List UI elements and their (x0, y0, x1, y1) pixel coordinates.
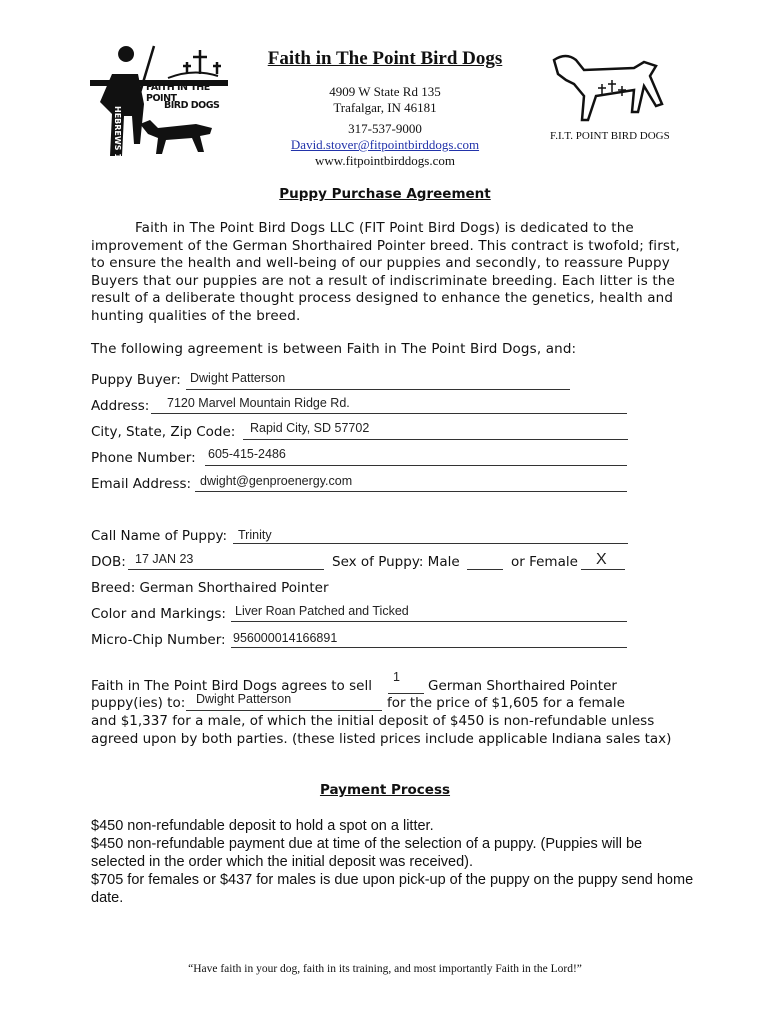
email-value[interactable]: dwight@genproenergy.com (200, 474, 353, 488)
to-value[interactable]: Dwight Patterson (196, 692, 292, 706)
chip-line (231, 647, 627, 648)
chip-value[interactable]: 956000014166891 (233, 631, 338, 645)
address-line (151, 413, 627, 414)
dob-line (128, 569, 324, 570)
buyer-value[interactable]: Dwight Patterson (190, 371, 286, 385)
puppy-count[interactable]: 1 (393, 670, 400, 684)
company-website: www.fitpointbirddogs.com (315, 153, 455, 168)
chip-label: Micro-Chip Number: (91, 632, 226, 648)
female-line (581, 569, 625, 570)
sale-line3: and $1,337 for a male, of which the initial deposit of $450 is non-refundable unless (91, 713, 655, 729)
company-email-row (0, 137, 770, 153)
dob-value[interactable]: 17 JAN 23 (135, 552, 194, 566)
footer-quote: “Have faith in your dog, faith in its training, and most importantly Faith in the Lord!” (188, 963, 582, 975)
sell-prefix: Faith in The Point Bird Dogs agrees to sell (91, 678, 372, 694)
email-line (195, 491, 627, 492)
phone-line (205, 465, 627, 466)
count-line (388, 693, 424, 694)
payment-title: Payment Process (319, 782, 451, 798)
buyer-line (186, 389, 570, 390)
city-line (243, 439, 628, 440)
address-label: Address: (91, 398, 150, 414)
left-logo-line1: FAITH IN THE POINT (146, 82, 210, 104)
puppy-name-value[interactable]: Trinity (238, 528, 272, 542)
puppy-name-label: Call Name of Puppy: (91, 528, 228, 544)
color-line (231, 621, 627, 622)
buyer-label: Puppy Buyer: (91, 372, 181, 388)
email-label: Email Address: (91, 476, 192, 492)
color-label: Color and Markings: (91, 606, 226, 622)
street-address: 4909 W State Rd 135 (329, 84, 441, 99)
payment-line1: $450 non-refundable deposit to hold a spot on a litter. (91, 818, 434, 834)
between-text: The following agreement is between Faith in The Point Bird Dogs, and: (91, 341, 577, 357)
payment-line2: $450 non-refundable payment due at time of the selection of a puppy. (Puppies will be selected in the order which the initial deposit was received). (91, 836, 643, 870)
right-logo-text: F.I.T. POINT BIRD DOGS (550, 130, 670, 142)
address-value[interactable]: 7120 Marvel Mountain Ridge Rd. (167, 396, 350, 410)
payment-line3: $705 for females or $437 for males is due upon pick-up of the puppy on the puppy send home date. (91, 872, 694, 906)
sell-suffix: German Shorthaired Pointer (428, 678, 617, 694)
city-address: Trafalgar, IN 46181 (333, 100, 437, 115)
company-title: Faith in The Point Bird Dogs (267, 48, 503, 69)
price-text: for the price of $1,605 for a female (387, 695, 625, 711)
sale-line4: agreed upon by both parties. (these listed prices include applicable Indiana sales tax) (91, 731, 672, 747)
company-email-link[interactable]: David.stover@fitpointbirddogs.com (290, 137, 480, 152)
to-label: puppy(ies) to: (91, 695, 186, 711)
dob-label: DOB: (91, 554, 126, 570)
city-label: City, State, Zip Code: (91, 424, 236, 440)
to-line (186, 710, 382, 711)
female-label: or Female (511, 554, 578, 570)
puppy-name-line (233, 543, 628, 544)
female-checkmark[interactable]: X (596, 551, 607, 568)
color-value[interactable]: Liver Roan Patched and Ticked (235, 604, 409, 618)
left-logo-side: HEBREWS 11:1 (113, 106, 122, 174)
agreement-title: Puppy Purchase Agreement (279, 186, 491, 202)
phone-label: Phone Number: (91, 450, 196, 466)
company-phone: 317-537-9000 (348, 121, 422, 136)
sex-label: Sex of Puppy: Male (332, 554, 460, 570)
male-line (467, 569, 503, 570)
intro-paragraph: Faith in The Point Bird Dogs LLC (FIT Point Bird Dogs) is dedicated to the improvement of the German Shorthaired Pointer breed. This contract is twofold; first, to ensure the health and well-being of our puppies and secondly, to reassure Puppy Buyers that our puppies are not a result of indiscriminate breeding. Each litter is the result of a deliberate thought process designed to enhance the genetics, health and hunting qualities of the breed. (91, 220, 680, 324)
left-logo-line2: BIRD DOGS (164, 100, 220, 111)
phone-value[interactable]: 605-415-2486 (208, 447, 286, 461)
city-value[interactable]: Rapid City, SD 57702 (250, 421, 370, 435)
breed-text: Breed: German Shorthaired Pointer (91, 580, 329, 596)
